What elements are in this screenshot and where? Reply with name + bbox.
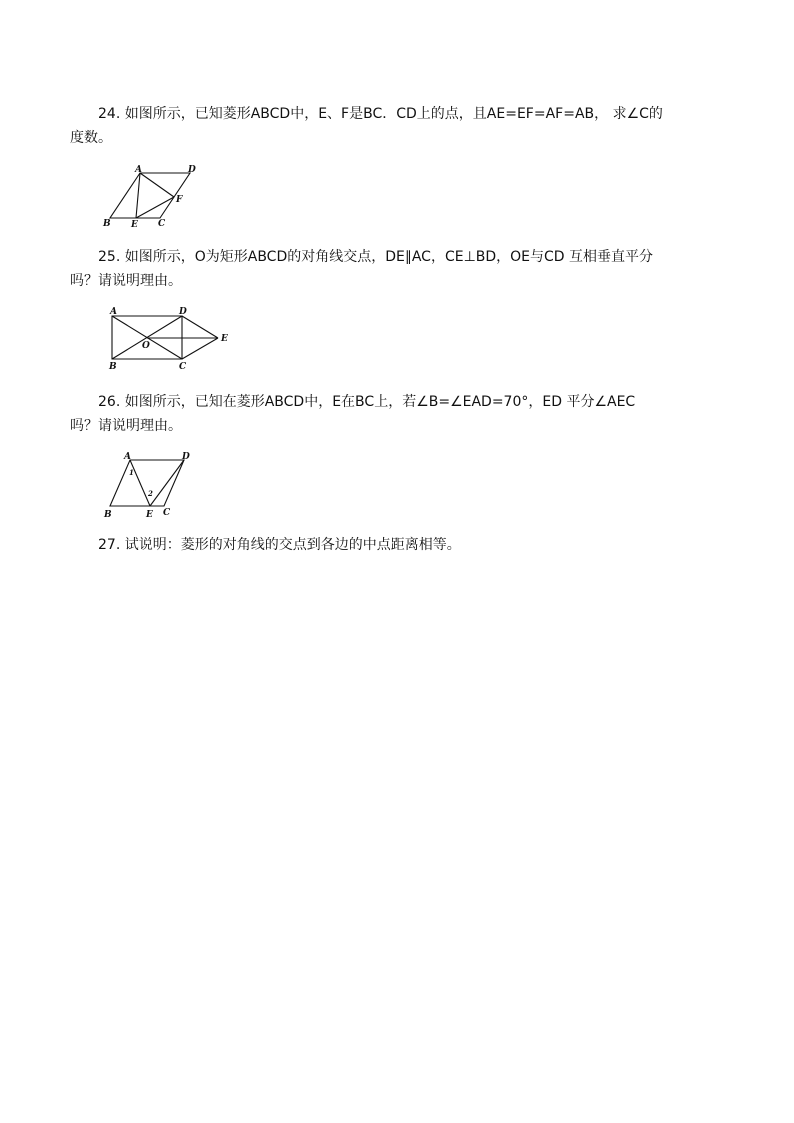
label-e: E bbox=[146, 510, 153, 520]
problem-26-text: 如图所示，已知在菱形ABCD中，E在BC上，若∠B=∠EAD=70°，ED 平分∠AEC bbox=[124, 394, 636, 410]
segment-ef bbox=[136, 197, 174, 218]
label-a: A bbox=[124, 452, 131, 462]
angle-label-1: 1 bbox=[129, 468, 134, 477]
problem-24-line2: 度数。 bbox=[70, 130, 112, 146]
problem-27-number: 27. bbox=[98, 537, 121, 553]
problem-26-number: 26. bbox=[98, 394, 121, 410]
label-f: F bbox=[176, 195, 183, 205]
problem-25-line1 bbox=[70, 245, 720, 269]
label-c: C bbox=[179, 362, 187, 372]
segment-ae bbox=[130, 460, 150, 506]
problem-26-line2: 吗？请说明理由。 bbox=[70, 418, 182, 434]
segment-de bbox=[182, 316, 218, 338]
angle-label-2: 2 bbox=[148, 489, 153, 498]
label-d: D bbox=[188, 165, 196, 175]
label-c: C bbox=[163, 508, 171, 518]
problem-27-line1 bbox=[70, 533, 720, 557]
label-a: A bbox=[135, 165, 142, 175]
problem-24 bbox=[70, 102, 720, 150]
segment-ce bbox=[182, 338, 218, 359]
problem-26 bbox=[70, 390, 720, 438]
problem-27 bbox=[70, 533, 720, 557]
segment-af bbox=[140, 173, 174, 197]
problem-26-line1 bbox=[70, 390, 720, 414]
label-e: E bbox=[221, 334, 228, 344]
problem-24-number: 24. bbox=[98, 106, 121, 122]
problem-24-text: 如图所示，已知菱形ABCD中，E、F是BC．CD上的点，且AE=EF=AF=AB， 求∠C的 bbox=[124, 106, 663, 122]
figure-24-rhombus bbox=[100, 163, 210, 231]
label-o: O bbox=[142, 341, 150, 351]
label-b: B bbox=[109, 362, 117, 372]
segment-ae bbox=[136, 173, 140, 218]
label-c: C bbox=[158, 219, 166, 229]
figure-25-rectangle bbox=[100, 304, 240, 374]
label-b: B bbox=[104, 510, 112, 520]
label-d: D bbox=[179, 307, 187, 317]
label-e: E bbox=[131, 220, 138, 230]
label-b: B bbox=[103, 219, 111, 229]
problem-25-text: 如图所示，O为矩形ABCD的对角线交点，DE∥AC，CE⊥BD，OE与CD 互相垂直平分 bbox=[124, 249, 654, 265]
problem-25-line2: 吗？请说明理由。 bbox=[70, 273, 182, 289]
label-d: D bbox=[182, 452, 190, 462]
problem-27-text: 试说明：菱形的对角线的交点到各边的中点距离相等。 bbox=[124, 537, 461, 553]
problem-24-line1 bbox=[70, 102, 720, 126]
problem-25 bbox=[70, 245, 720, 293]
problem-25-number: 25. bbox=[98, 249, 121, 265]
figure-26-rhombus bbox=[100, 448, 210, 522]
label-a: A bbox=[110, 307, 117, 317]
